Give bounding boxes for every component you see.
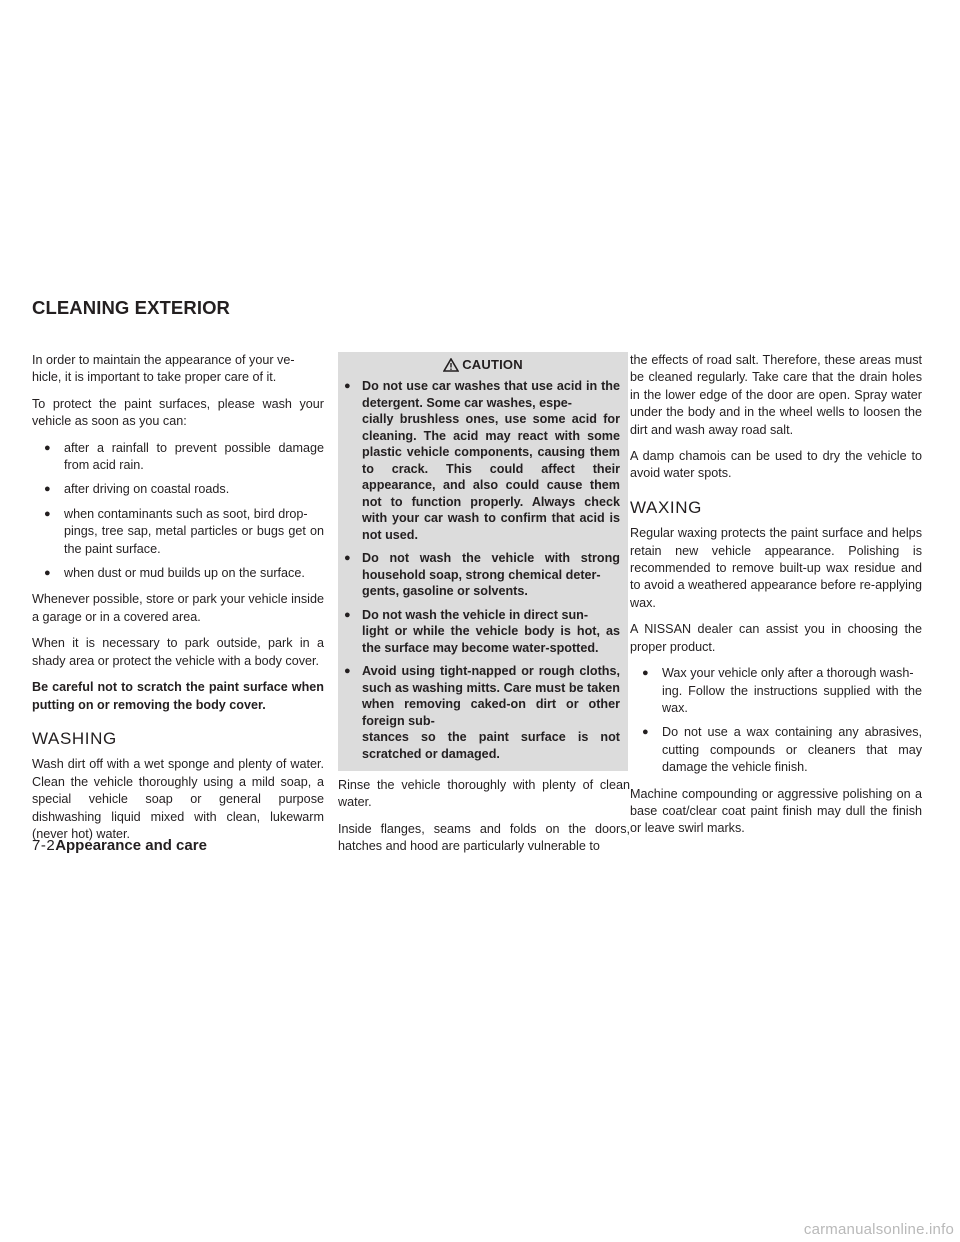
waxing-paragraph: Regular waxing protects the paint surface and helps retain new vehicle appearance. Polishing is recommended to remove built-up wax residue and to avoid a weathered appearance before re-applying wax. <box>630 526 922 610</box>
washing-heading: WASHING <box>32 728 117 748</box>
rinse-paragraph: Rinse the vehicle thoroughly with plenty of clean water. <box>338 778 630 810</box>
washing-paragraph: Wash dirt off with a wet sponge and plenty of water. Clean the vehicle thoroughly using a mild soap, a special vehicle soap or general purpose dishwashing liquid mixed with clean, lukewarm (never hot) water. <box>32 757 324 841</box>
wax-tips-list <box>630 665 922 776</box>
chamois-paragraph: A damp chamois can be used to dry the vehicle to avoid water spots. <box>630 449 922 481</box>
column-middle <box>338 352 630 865</box>
list-item: ● after driving on coastal roads. <box>32 481 324 498</box>
caution-header <box>338 352 628 378</box>
column-left <box>32 352 324 852</box>
flanges-paragraph: Inside flanges, seams and folds on the doors, hatches and hood are particularly vulnerable to <box>338 821 630 854</box>
watermark: carmanualsonline.info <box>803 1221 954 1238</box>
caution-item: ● Do not wash the vehicle in direct sun- light or while the vehicle body is hot, as the surface may become water-spotted. <box>344 607 620 657</box>
park-outside-paragraph: When it is necessary to park outside, park in a shady area or protect the vehicle with a body cover. <box>32 636 324 668</box>
body-cover-warning: Be careful not to scratch the paint surface when putting on or removing the body cover. <box>32 680 324 712</box>
chapter-title: Appearance and care <box>55 837 207 854</box>
intro-paragraph: In order to maintain the appearance of your ve- hicle, it is important to take proper care of it. <box>32 353 295 385</box>
list-item: ● when dust or mud builds up on the surface. <box>32 565 324 582</box>
caution-item: ● Do not wash the vehicle with strong household soap, strong chemical deter- gents, gasoline or solvents. <box>344 550 620 600</box>
page-number: 7-2 <box>32 837 56 854</box>
caution-item: ● Do not use car washes that use acid in the detergent. Some car washes, espe- cially brushless ones, use some acid for cleaning. The acid may react with some plastic vehicle components, causing them to crack. This could affect their appearance, and also could cause them not to function properly. Always check with your car wash to confirm that acid is not used. <box>344 378 620 543</box>
store-paragraph: Whenever possible, store or park your vehicle inside a garage or in a covered area. <box>32 592 324 624</box>
road-salt-paragraph: the effects of road salt. Therefore, these areas must be cleaned regularly. Take care that the drain holes in the lower edge of the door are open. Spray water under the body and in the wheel wells to loosen the dirt and wash away road salt. <box>630 353 922 437</box>
section-title: CLEANING EXTERIOR <box>32 297 231 318</box>
column-right <box>630 352 922 847</box>
wash-conditions-list <box>32 440 324 583</box>
dealer-paragraph: A NISSAN dealer can assist you in choosing the proper product. <box>630 622 922 654</box>
list-item: ● Do not use a wax containing any abrasives, cutting compounds or cleaners that may damage the vehicle finish. <box>630 724 922 776</box>
list-item: ● when contaminants such as soot, bird drop- pings, tree sap, metal particles or bugs get on the paint surface. <box>32 506 324 558</box>
caution-item: ● Avoid using tight-napped or rough cloths, such as washing mitts. Care must be taken when removing caked-on dirt or other foreign sub- stances so the paint surface is not scratched or damaged. <box>344 663 620 762</box>
warning-triangle-icon <box>443 358 459 372</box>
caution-list <box>338 378 628 762</box>
list-item: ● Wax your vehicle only after a thorough wash- ing. Follow the instructions supplied with the wax. <box>630 665 922 717</box>
list-item: ● after a rainfall to prevent possible damage from acid rain. <box>32 440 324 475</box>
waxing-heading: WAXING <box>630 497 702 517</box>
page-footer <box>32 837 207 854</box>
protect-paragraph: To protect the paint surfaces, please wash your vehicle as soon as you can: <box>32 396 324 429</box>
machine-polishing-paragraph: Machine compounding or aggressive polishing on a base coat/clear coat paint finish may dull the finish or leave swirl marks. <box>630 786 922 836</box>
caution-title: CAUTION <box>462 357 523 373</box>
caution-box <box>338 352 628 771</box>
